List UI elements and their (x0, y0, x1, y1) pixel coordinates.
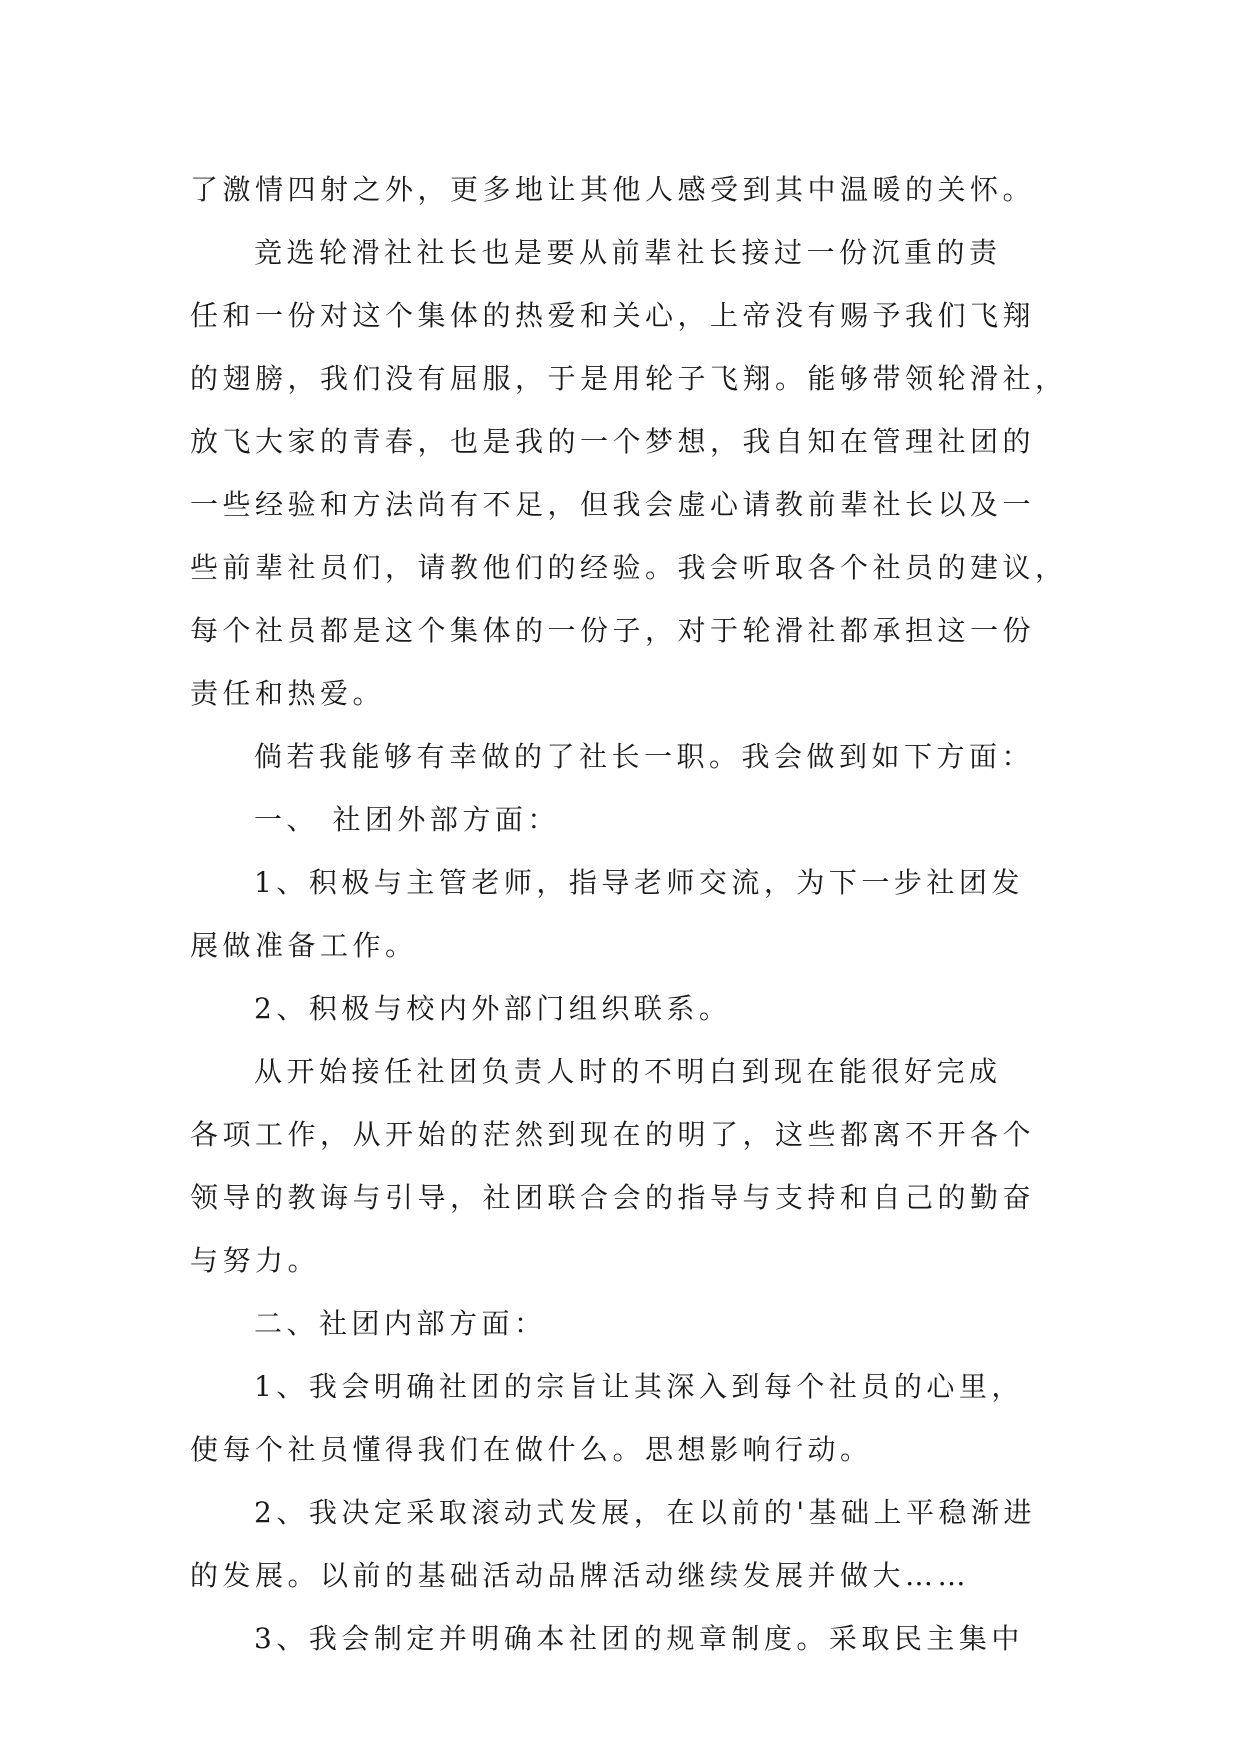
text-line: 领导的教诲与引导，社团联合会的指导与支持和自己的勤奋 (190, 1181, 1036, 1214)
text-line: 责任和热爱。 (190, 677, 386, 710)
text-line: 3、我会制定并明确本社团的规章制度。采取民主集中 (254, 1622, 1024, 1655)
text-line: 1、我会明确社团的宗旨让其深入到每个社员的心里， (254, 1370, 1024, 1403)
text-line: 从开始接任社团负责人时的不明白到现在能很好完成 (254, 1055, 1002, 1088)
text-line: 2、积极与校内外部门组织联系。 (254, 992, 732, 1025)
document-body (190, 158, 1070, 1670)
text-line: 使每个社员懂得我们在做什么。思想影响行动。 (190, 1433, 873, 1466)
text-line: 每个社员都是这个集体的一份子，对于轮滑社都承担这一份 (190, 614, 1036, 647)
section-heading: 二、社团内部方面： (254, 1307, 547, 1340)
text-line: 放飞大家的青春，也是我的一个梦想，我自知在管理社团的 (190, 425, 1036, 458)
text-line: 展做准备工作。 (190, 929, 418, 962)
text-line: 2、我决定采取滚动式发展，在以前的'基础上平稳渐进 (254, 1496, 1037, 1529)
text-line: 的发展。以前的基础活动品牌活动继续发展并做大…… (190, 1559, 971, 1592)
text-line: 与努力。 (190, 1244, 321, 1277)
text-line: 任和一份对这个集体的热爱和关心，上帝没有赐予我们飞翔 (190, 299, 1036, 332)
text-line: 倘若我能够有幸做的了社长一职。我会做到如下方面： (254, 740, 1035, 773)
text-line: 竞选轮滑社社长也是要从前辈社长接过一份沉重的责 (254, 236, 1002, 269)
text-line: 1、积极与主管老师，指导老师交流，为下一步社团发 (254, 866, 1024, 899)
text-line: 的翅膀，我们没有屈服，于是用轮子飞翔。能够带领轮滑社， (190, 362, 1068, 395)
text-line: 些前辈社员们，请教他们的经验。我会听取各个社员的建议， (190, 551, 1068, 584)
text-line: 各项工作，从开始的茫然到现在的明了，这些都离不开各个 (190, 1118, 1036, 1151)
section-heading: 一、 社团外部方面： (254, 803, 560, 836)
text-line: 了激情四射之外，更多地让其他人感受到其中温暖的关怀。 (190, 173, 1036, 206)
text-line: 一些经验和方法尚有不足，但我会虚心请教前辈社长以及一 (190, 488, 1036, 521)
